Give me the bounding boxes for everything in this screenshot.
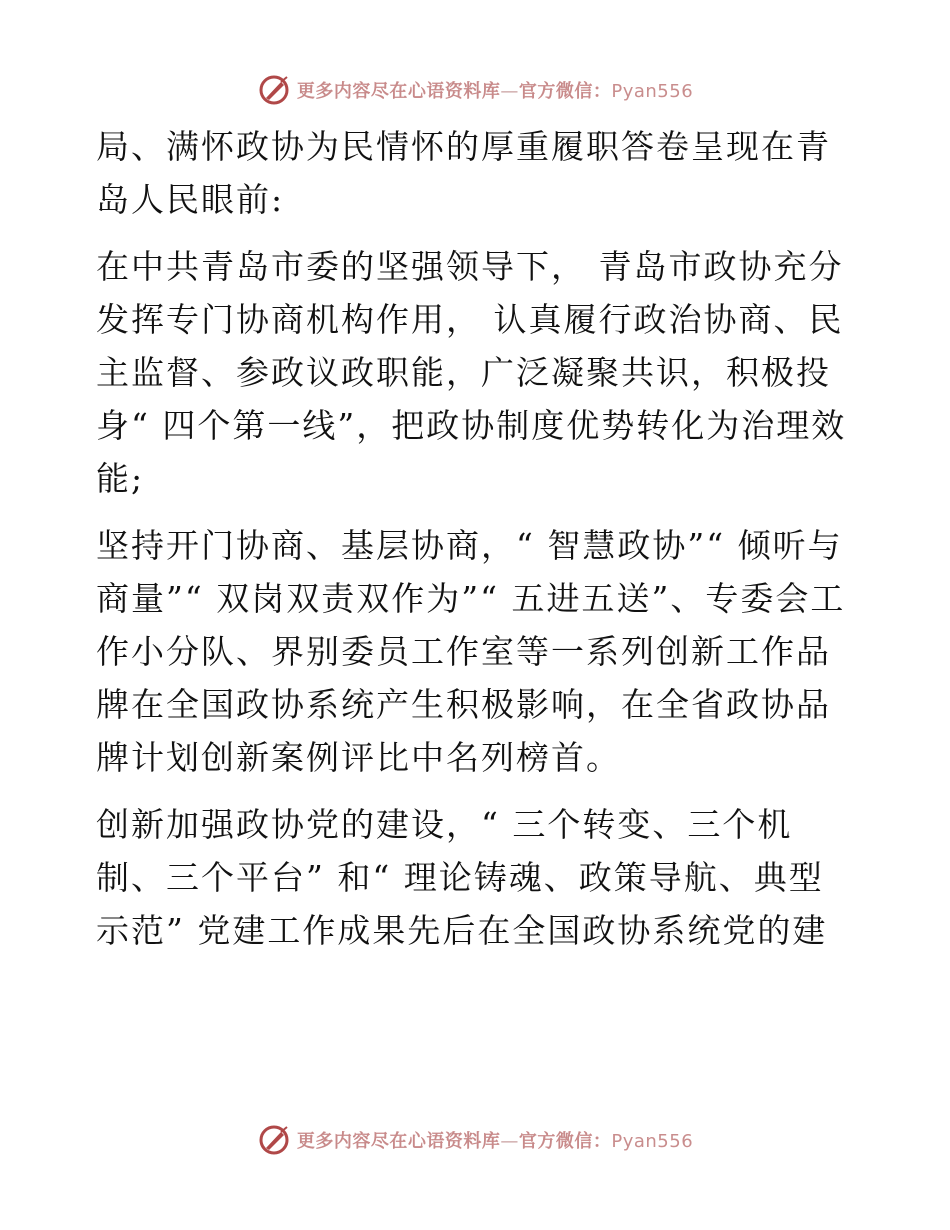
footer-watermark [0, 1120, 950, 1160]
watermark-label: 官方微信： [518, 81, 612, 102]
paragraph-1: 局、满怀政协为民情怀的厚重履职答卷呈现在青岛人民眼前: [96, 127, 831, 219]
header-watermark [0, 70, 950, 110]
paragraph-2: 在中共青岛市委的坚强领导下， 青岛市政协充分发挥专门协商机构作用， 认真履行政治协商、民主监督、参政议政职能，广泛凝聚共识，积极投身“ 四个第一线”，把政协制度优势转化为治理效能; [96, 247, 847, 498]
watermark-text [297, 1127, 693, 1153]
watermark-label: 官方微信： [518, 1131, 612, 1152]
watermark-dash: — [500, 1131, 519, 1152]
watermark-wechat-id: Pyan556 [611, 81, 694, 102]
quill-logo-icon [257, 73, 291, 107]
watermark-brand: 更多内容尽在心语资料库 [296, 81, 501, 102]
watermark-brand: 更多内容尽在心语资料库 [296, 1131, 501, 1152]
paragraph-4: 创新加强政协党的建设，“ 三个转变、三个机制、三个平台” 和“ 理论铸魂、政策导航、典型示范” 党建工作成果先后在全国政协系统党的建 [96, 805, 828, 950]
document-body [96, 120, 856, 971]
watermark-wechat-id: Pyan556 [611, 1131, 694, 1152]
watermark-dash: — [500, 81, 519, 102]
quill-logo-icon [257, 1123, 291, 1157]
paragraph-3: 坚持开门协商、基层协商，“ 智慧政协”“ 倾听与商量”“ 双岗双责双作为”“ 五进五送”、专委会工作小分队、界别委员工作室等一系列创新工作品牌在全国政协系统产生积极影响，在全省政协品牌计划创新案例评比中名列榜首。 [96, 526, 846, 777]
watermark-text [297, 77, 693, 103]
